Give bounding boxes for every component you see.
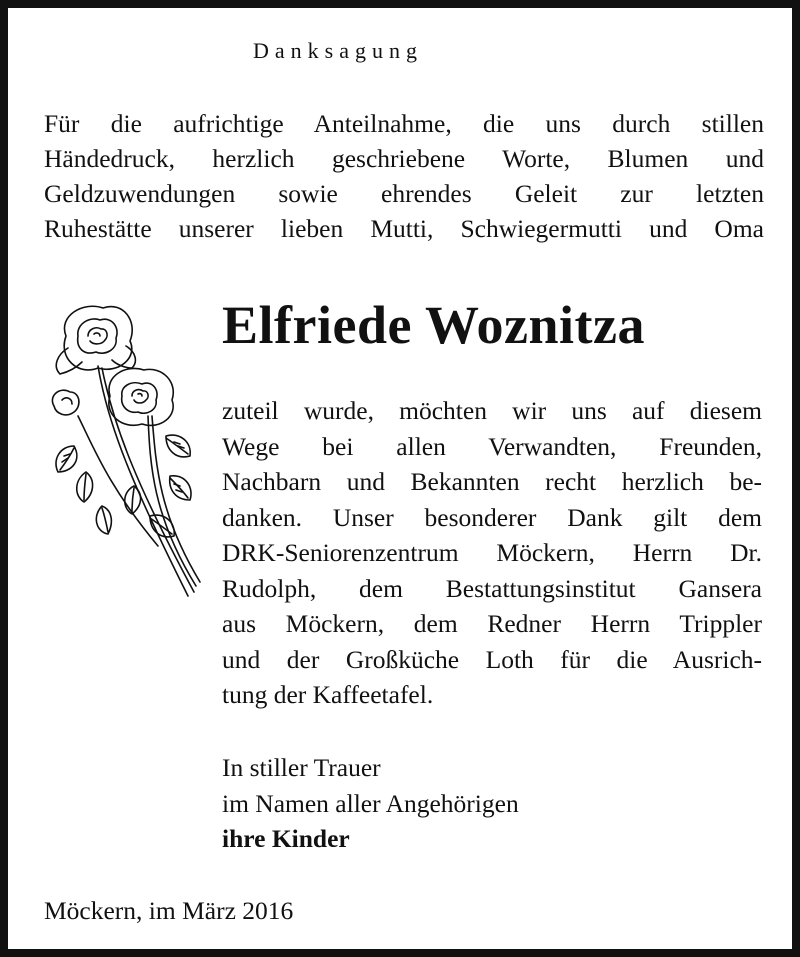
signature-line: im Namen aller Angehörigen: [222, 788, 519, 818]
body-line: Rudolph, dem Bestattungsinstitut Gansera: [222, 573, 762, 603]
body-line: danken. Unser besonderer Dank gilt dem: [222, 502, 762, 532]
body-paragraph: [222, 393, 762, 713]
body-line: tung der Kaffeetafel.: [222, 680, 434, 709]
body-line: Wege bei allen Verwandten, Freunden,: [222, 431, 762, 461]
intro-line: Händedruck, herzlich geschriebene Worte, Blumen und: [44, 144, 764, 173]
body-line: Nachbarn und Bekannten recht herzlich be-: [222, 467, 762, 496]
body-line: aus Möckern, dem Redner Herrn Trippler: [222, 609, 762, 638]
place-date: Möckern, im März 2016: [44, 896, 294, 925]
intro-line: Geldzuwendungen sowie ehrendes Geleit zur letzten: [44, 179, 764, 208]
deceased-name: Elfriede Woznitza: [222, 295, 645, 355]
signature-line: In stiller Trauer: [222, 753, 381, 782]
body-line: DRK-Seniorenzentrum Möckern, Herrn Dr.: [222, 538, 762, 567]
intro-line: Für die aufrichtige Anteilnahme, die uns durch stillen: [44, 109, 764, 138]
intro-line: Ruhestätte unserer lieben Mutti, Schwiegermutti und Oma: [44, 214, 764, 243]
body-line: zuteil wurde, möchten wir uns auf diesem: [222, 396, 762, 425]
roses-icon: [38, 296, 208, 616]
notice-heading: Danksagung: [253, 38, 423, 63]
signature-block: [222, 750, 762, 857]
body-line: und der Großküche Loth für die Ausrich-: [222, 644, 762, 674]
intro-paragraph: [44, 106, 764, 246]
signature-signers: ihre Kinder: [222, 824, 350, 853]
